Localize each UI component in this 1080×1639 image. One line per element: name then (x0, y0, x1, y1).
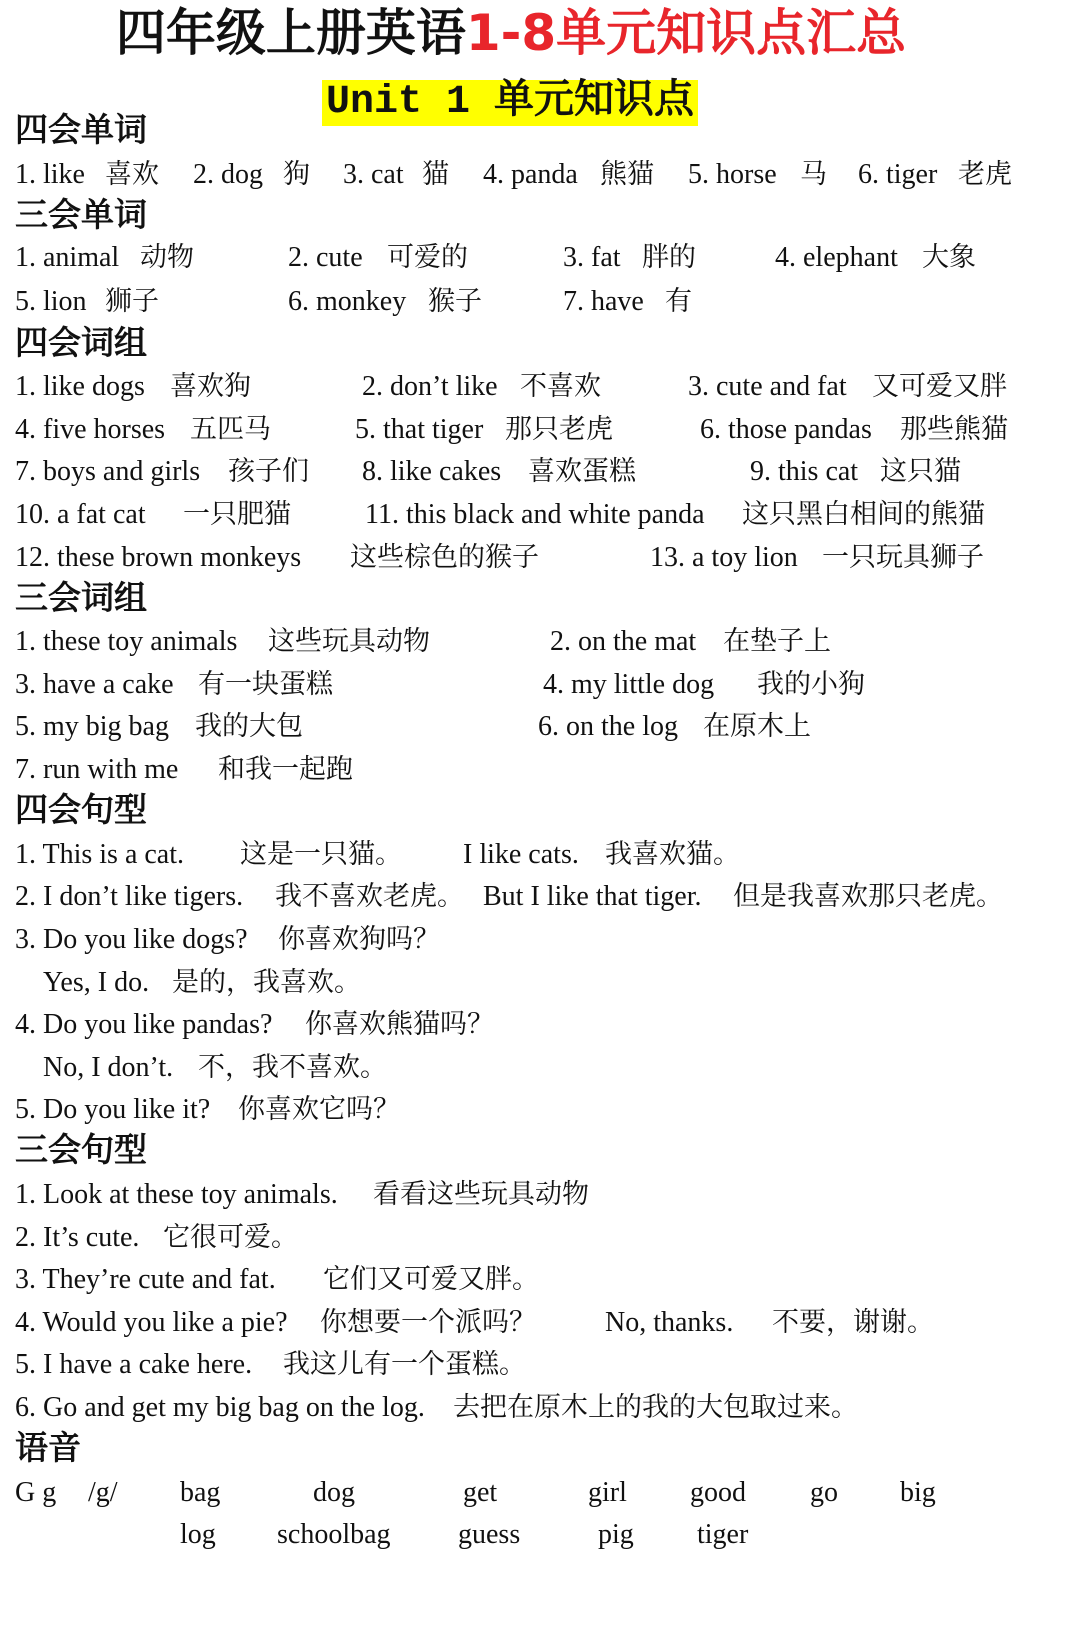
phonics-word: girl (588, 1477, 627, 1508)
phonics-word: good (690, 1477, 746, 1508)
phonics-word: pig (598, 1519, 634, 1550)
sentence-row (0, 1048, 1080, 1088)
sentence-english: I like cats. (463, 839, 579, 870)
phrase-chinese: 又可爱又胖 (872, 371, 1007, 402)
vocab-english: 5. lion (15, 286, 87, 317)
sentence-chinese: 我不喜欢老虎。 (275, 881, 464, 912)
section-heading: 四会句型 (15, 790, 147, 829)
phonics-sound: /g/ (88, 1477, 118, 1508)
unit-heading: Unit 1 单元知识点 (322, 80, 698, 126)
vocab-english: 2. cute (288, 242, 363, 273)
vocab-english: 6. tiger (858, 159, 938, 190)
phrase-english: 6. those pandas (700, 414, 872, 445)
sentence-row (0, 877, 1080, 917)
vocab-english: 5. horse (688, 159, 777, 190)
phrase-chinese: 一只玩具狮子 (822, 542, 984, 573)
sentence-row (0, 1345, 1080, 1385)
phrase-english: 6. on the log (538, 711, 678, 742)
phrase-chinese: 有一块蛋糕 (198, 669, 333, 700)
phonics-word: tiger (697, 1519, 749, 1550)
phrase-chinese: 不喜欢 (520, 371, 601, 402)
phrase-chinese: 那些熊猫 (900, 414, 1008, 445)
phrase-chinese: 这些玩具动物 (268, 626, 430, 657)
sentence-chinese: 去把在原木上的我的大包取过来。 (453, 1392, 858, 1423)
sentence-english: 1. Look at these toy animals. (15, 1179, 338, 1210)
sentence-chinese: 你想要一个派吗？ (320, 1307, 536, 1338)
sentence-english: 3. They’re cute and fat. (15, 1264, 276, 1295)
section-heading: 三会句型 (15, 1130, 147, 1169)
phonics-word: guess (458, 1519, 521, 1550)
phonics-word: log (180, 1519, 216, 1550)
phrase-row (0, 495, 1080, 535)
phrase-english: 4. five horses (15, 414, 166, 445)
vocab-chinese: 狮子 (105, 286, 159, 317)
phrase-row (0, 750, 1080, 790)
phrase-row (0, 538, 1080, 578)
phrase-row (0, 452, 1080, 492)
sentence-row (0, 920, 1080, 960)
sentence-row (0, 1175, 1080, 1215)
sentence-row (0, 1218, 1080, 1258)
title-grade-text: 四年级上册英语 (115, 4, 466, 62)
phrase-chinese: 在原木上 (703, 711, 811, 742)
phrase-row (0, 410, 1080, 450)
sentence-chinese: 不，我不喜欢。 (198, 1052, 387, 1083)
title-units-text: 1-8单元知识点汇总 (465, 4, 907, 62)
phrase-chinese: 我的小狗 (757, 669, 865, 700)
sentence-row (0, 1260, 1080, 1300)
section-heading: 四会单词 (15, 110, 147, 149)
phonics-letter: G g (15, 1477, 57, 1508)
sentence-english: No, I don’t. (43, 1052, 174, 1083)
vocab-row (0, 282, 1080, 322)
sentence-english: Yes, I do. (43, 967, 150, 998)
sentence-chinese: 看看这些玩具动物 (373, 1179, 589, 1210)
phonics-word: go (810, 1477, 838, 1508)
sentence-english: 6. Go and get my big bag on the log. (15, 1392, 425, 1423)
phonics-row (0, 1515, 1080, 1555)
phrase-chinese: 五匹马 (190, 414, 271, 445)
phrase-english: 1. these toy animals (15, 626, 238, 657)
vocab-chinese: 马 (800, 159, 827, 190)
phrase-english: 10. a fat cat (15, 499, 146, 530)
phonics-word: bag (180, 1477, 221, 1508)
sentence-chinese: 我这儿有一个蛋糕。 (283, 1349, 526, 1380)
sentence-row (0, 835, 1080, 875)
vocab-english: 3. fat (563, 242, 621, 273)
sentence-english: 4. Do you like pandas? (15, 1009, 273, 1040)
vocab-chinese: 可爱的 (387, 242, 468, 273)
sentence-chinese: 它很可爱。 (163, 1222, 298, 1253)
phrase-chinese: 和我一起跑 (218, 754, 353, 785)
vocab-english: 1. like (15, 159, 85, 190)
phrase-row (0, 707, 1080, 747)
sentence-english: No, thanks. (605, 1307, 734, 1338)
phrase-chinese: 这只黑白相间的熊猫 (742, 499, 985, 530)
phrase-chinese: 一只肥猫 (183, 499, 291, 530)
vocab-chinese: 喜欢 (105, 159, 159, 190)
sentence-row (0, 1303, 1080, 1343)
vocab-english: 4. panda (483, 159, 578, 190)
vocab-chinese: 狗 (283, 159, 310, 190)
phrase-row (0, 367, 1080, 407)
section-heading-phonics: 语音 (15, 1428, 81, 1467)
phrase-english: 5. my big bag (15, 711, 169, 742)
section-heading: 四会词组 (15, 323, 147, 362)
phonics-word: big (900, 1477, 936, 1508)
section-heading: 三会单词 (15, 195, 147, 234)
phrase-english: 3. cute and fat (688, 371, 847, 402)
phrase-chinese: 那只老虎 (505, 414, 613, 445)
vocab-chinese: 熊猫 (600, 159, 654, 190)
phrase-chinese: 这只猫 (880, 456, 961, 487)
vocab-chinese: 猫 (422, 159, 449, 190)
phonics-word: dog (313, 1477, 355, 1508)
phonics-row (0, 1473, 1080, 1513)
sentence-chinese: 你喜欢它吗？ (238, 1094, 400, 1125)
sentence-chinese: 不要，谢谢。 (772, 1307, 934, 1338)
section-heading: 三会词组 (15, 578, 147, 617)
phrase-english: 3. have a cake (15, 669, 174, 700)
sentence-chinese: 它们又可爱又胖。 (323, 1264, 539, 1295)
sentence-english: 5. I have a cake here. (15, 1349, 253, 1380)
phrase-english: 13. a toy lion (650, 542, 798, 573)
phrase-english: 12. these brown monkeys (15, 542, 302, 573)
vocab-chinese: 动物 (140, 242, 194, 273)
phrase-english: 5. that tiger (355, 414, 484, 445)
phrase-chinese: 喜欢狗 (170, 371, 251, 402)
vocab-english: 3. cat (343, 159, 404, 190)
vocab-chinese: 有 (665, 286, 692, 317)
sentence-english: 1. This is a cat. (15, 839, 185, 870)
phrase-english: 8. like cakes (362, 456, 502, 487)
vocab-chinese: 大象 (922, 242, 976, 273)
sentence-row (0, 963, 1080, 1003)
sentence-chinese: 你喜欢狗吗？ (278, 924, 440, 955)
vocab-english: 2. dog (193, 159, 263, 190)
phonics-word: get (463, 1477, 498, 1508)
phrase-chinese: 喜欢蛋糕 (528, 456, 636, 487)
sentence-english: But I like that tiger. (483, 881, 702, 912)
phrase-english: 2. don’t like (362, 371, 498, 402)
phrase-chinese: 我的大包 (195, 711, 303, 742)
vocab-chinese: 胖的 (642, 242, 696, 273)
phrase-english: 7. boys and girls (15, 456, 201, 487)
page-title (0, 0, 1022, 66)
phrase-english: 7. run with me (15, 754, 179, 785)
phrase-english: 11. this black and white panda (365, 499, 705, 530)
sentence-english: 2. It’s cute. (15, 1222, 140, 1253)
sentence-chinese: 但是我喜欢那只老虎。 (733, 881, 1003, 912)
sentence-chinese: 你喜欢熊猫吗？ (305, 1009, 494, 1040)
phrase-english: 1. like dogs (15, 371, 145, 402)
vocab-chinese: 猴子 (428, 286, 482, 317)
phrase-english: 9. this cat (750, 456, 859, 487)
sentence-english: 4. Would you like a pie? (15, 1307, 288, 1338)
sentence-chinese: 我喜欢猫。 (605, 839, 740, 870)
vocab-row (0, 238, 1080, 278)
sentence-row (0, 1090, 1080, 1130)
phrase-row (0, 665, 1080, 705)
vocab-english: 7. have (563, 286, 644, 317)
sentence-english: 5. Do you like it? (15, 1094, 211, 1125)
sentence-chinese: 是的，我喜欢。 (172, 967, 361, 998)
vocab-english: 4. elephant (775, 242, 898, 273)
sentence-row (0, 1005, 1080, 1045)
sentence-chinese: 这是一只猫。 (240, 839, 402, 870)
phrase-chinese: 孩子们 (228, 456, 309, 487)
phonics-word: schoolbag (277, 1519, 391, 1550)
sentence-english: 3. Do you like dogs? (15, 924, 248, 955)
vocab-chinese: 老虎 (958, 159, 1012, 190)
phrase-english: 2. on the mat (550, 626, 697, 657)
vocab-row (0, 155, 1080, 195)
phrase-chinese: 在垫子上 (723, 626, 831, 657)
sentence-row (0, 1388, 1080, 1428)
phrase-chinese: 这些棕色的猴子 (350, 542, 539, 573)
phrase-english: 4. my little dog (543, 669, 715, 700)
phrase-row (0, 622, 1080, 662)
vocab-english: 1. animal (15, 242, 120, 273)
vocab-english: 6. monkey (288, 286, 407, 317)
sentence-english: 2. I don’t like tigers. (15, 881, 244, 912)
